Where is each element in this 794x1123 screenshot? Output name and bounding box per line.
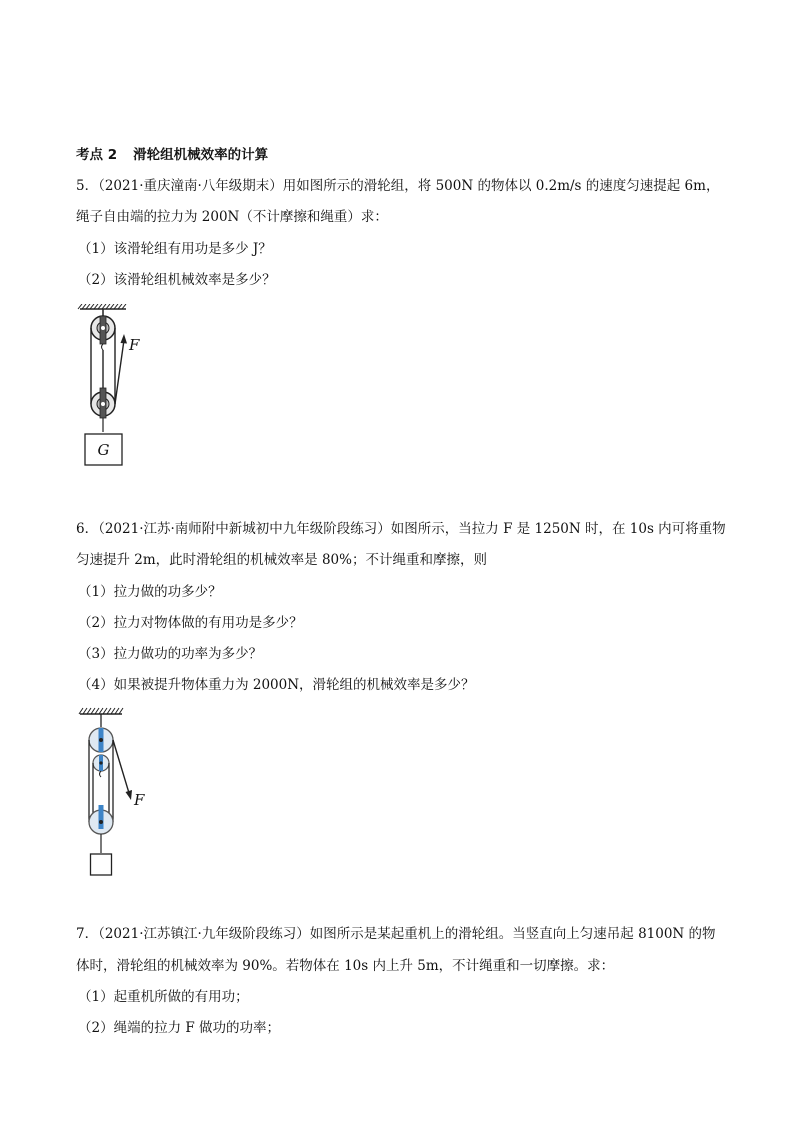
q7-line-1: 7．（2021·江苏镇江·九年级阶段练习）如图所示是某起重机上的滑轮组。当竖直向上匀速吊起 8100N 的物 (76, 926, 716, 942)
section-heading (76, 146, 268, 164)
q6-subquestion-3: （3）拉力做功的功率为多少？ (78, 646, 263, 662)
force-arrow (121, 334, 128, 344)
section-title: 滑轮组机械效率的计算 (133, 147, 269, 163)
ceiling-hatch (78, 304, 126, 309)
q7-subquestion-2: （2）绳端的拉力 F 做功的功率； (78, 1020, 281, 1036)
q5-line-2: 绳子自由端的拉力为 200N（不计摩擦和绳重）求： (76, 209, 388, 225)
q7-line-2: 体时，滑轮组的机械效率为 90%。若物体在 10s 内上升 5m，不计绳重和一切摩擦。求： (76, 958, 615, 974)
pull-rope (115, 340, 124, 404)
q6-force-label: F (134, 791, 145, 809)
movable-pulley (91, 388, 115, 418)
q5-line-1: 5．（2021·重庆潼南·八年级期末）用如图所示的滑轮组，将 500N 的物体以 0.2m/s 的速度匀速提起 6m， (76, 178, 720, 194)
q6-pulley-diagram (78, 707, 158, 879)
pull-rope (113, 740, 129, 793)
q6-subquestion-4: （4）如果被提升物体重力为 2000N，滑轮组的机械效率是多少？ (78, 677, 475, 693)
fixed-pulley (91, 316, 115, 344)
q6-subquestion-1: （1）拉力做的功多少？ (78, 584, 222, 600)
fixed-pulley-large (89, 728, 113, 752)
q6-line-1: 6．（2021·江苏·南师附中新城初中九年级阶段练习）如图所示，当拉力 F 是 1250N 时，在 10s 内可将重物 (76, 521, 726, 537)
section-number: 考点 2 (76, 147, 118, 163)
force-arrow (126, 790, 133, 800)
q5-force-label: F (129, 336, 140, 354)
q5-weight-label: G (97, 441, 110, 459)
q5-subquestion-1: （1）该滑轮组有用功是多少 J？ (78, 241, 272, 257)
weight-box (91, 854, 112, 875)
q7-subquestion-1: （1）起重机所做的有用功； (78, 989, 249, 1005)
q6-subquestion-2: （2）拉力对物体做的有用功是多少？ (78, 615, 303, 631)
q5-pulley-diagram (76, 304, 166, 470)
fixed-pulley-small (93, 755, 109, 771)
ceiling-hatch (79, 708, 123, 714)
q6-line-2: 匀速提升 2m，此时滑轮组的机械效率是 80%；不计绳重和摩擦，则 (76, 552, 487, 568)
q5-subquestion-2: （2）该滑轮组机械效率是多少？ (78, 272, 276, 288)
